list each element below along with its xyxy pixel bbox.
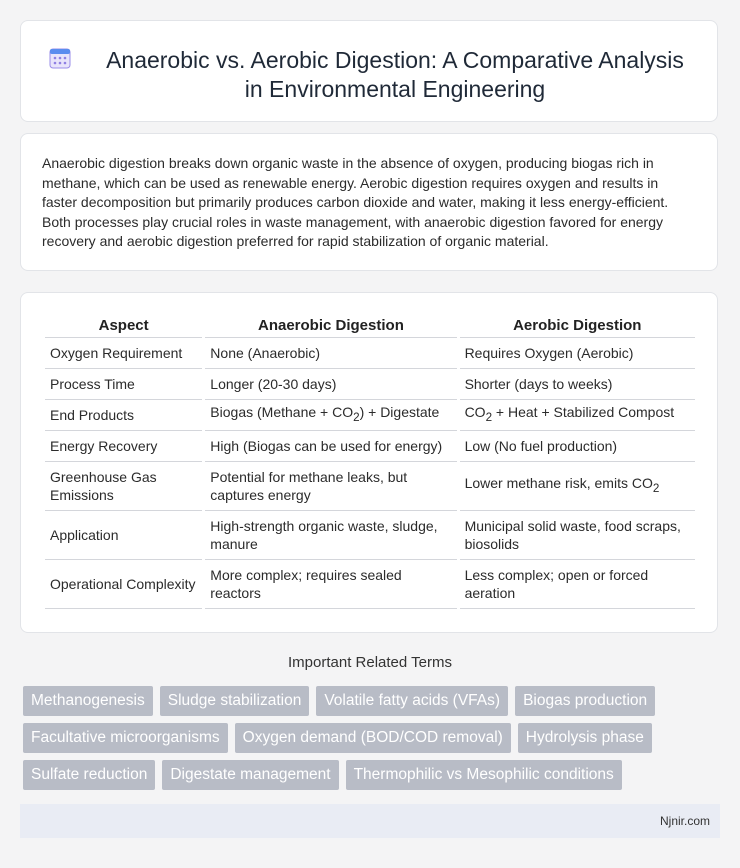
subscript: 2 bbox=[353, 410, 360, 424]
related-terms-title: Important Related Terms bbox=[288, 654, 452, 671]
text: + Heat + Stabilized Compost bbox=[492, 404, 675, 421]
tag-digestate-management[interactable]: Digestate management bbox=[162, 760, 338, 790]
footer bbox=[20, 804, 720, 838]
intro-paragraph: Anaerobic digestion breaks down organic waste in the absence of oxygen, producing biogas rich in methane, which can be used as renewable energy. Aerobic digestion requires oxygen and results in faster decomposition but primarily produces carbon dioxide and water, making it less energy-efficient. Both processes play crucial roles in waste management, with anaerobic digestion favored for energy recovery and aerobic digestion preferred for rapid stabilization of organic material. bbox=[42, 155, 669, 250]
header-aspect: Aspect bbox=[45, 315, 202, 338]
table-row bbox=[45, 560, 695, 609]
intro-card bbox=[20, 133, 718, 271]
text: CO bbox=[464, 404, 486, 421]
related-terms-tags bbox=[23, 686, 723, 797]
tag-methanogenesis[interactable]: Methanogenesis bbox=[23, 686, 153, 716]
header-anaerobic: Anaerobic Digestion bbox=[205, 315, 456, 338]
cell-aerobic: Low (No fuel production) bbox=[460, 431, 695, 462]
table-row bbox=[45, 511, 695, 560]
footer-site-link[interactable]: Njnir.com bbox=[659, 814, 710, 828]
cell-aerobic: Less complex; open or forced aeration bbox=[460, 560, 695, 609]
tag-oxygen-demand[interactable]: Oxygen demand (BOD/COD removal) bbox=[235, 723, 511, 753]
tag-sludge-stabilization[interactable]: Sludge stabilization bbox=[160, 686, 310, 716]
tag-row bbox=[23, 760, 723, 790]
tag-row bbox=[23, 723, 723, 753]
cell-anaerobic: More complex; requires sealed reactors bbox=[205, 560, 456, 609]
tag-volatile-fatty-acids[interactable]: Volatile fatty acids (VFAs) bbox=[316, 686, 508, 716]
tag-thermophilic-vs-mesophilic[interactable]: Thermophilic vs Mesophilic conditions bbox=[346, 760, 622, 790]
title-line-1: Anaerobic vs. Aerobic Digestion: A Comparative Analysis bbox=[106, 47, 684, 73]
cell-aerobic: Municipal solid waste, food scraps, biosolids bbox=[460, 511, 695, 560]
cell-anaerobic: Potential for methane leaks, but captures energy bbox=[205, 462, 456, 511]
cell-aspect: End Products bbox=[45, 400, 202, 431]
cell-aspect: Process Time bbox=[45, 369, 202, 400]
cell-anaerobic: High (Biogas can be used for energy) bbox=[205, 431, 456, 462]
table-row bbox=[45, 431, 695, 462]
comparison-card bbox=[20, 292, 718, 633]
subscript: 2 bbox=[652, 481, 660, 495]
cell-anaerobic: Longer (20-30 days) bbox=[205, 369, 456, 400]
tag-row bbox=[23, 686, 723, 716]
page-title bbox=[93, 46, 697, 104]
table-header-row bbox=[45, 315, 695, 338]
table-row bbox=[45, 462, 695, 511]
tag-biogas-production[interactable]: Biogas production bbox=[515, 686, 655, 716]
cell-anaerobic: High-strength organic waste, sludge, manure bbox=[205, 511, 456, 560]
table-row bbox=[45, 400, 695, 431]
tag-sulfate-reduction[interactable]: Sulfate reduction bbox=[23, 760, 155, 790]
comparison-table bbox=[42, 315, 698, 609]
tag-hydrolysis-phase[interactable]: Hydrolysis phase bbox=[518, 723, 652, 753]
table-row bbox=[45, 338, 695, 369]
subscript: 2 bbox=[485, 410, 493, 424]
cell-aspect: Energy Recovery bbox=[45, 431, 202, 462]
calendar-icon bbox=[49, 47, 71, 69]
cell-aspect: Greenhouse Gas Emissions bbox=[45, 462, 202, 511]
tag-facultative-microorganisms[interactable]: Facultative microorganisms bbox=[23, 723, 228, 753]
title-card bbox=[20, 20, 718, 122]
cell-anaerobic: None (Anaerobic) bbox=[205, 338, 456, 369]
cell-aerobic: Requires Oxygen (Aerobic) bbox=[460, 338, 695, 369]
title-line-2: in Environmental Engineering bbox=[244, 76, 546, 102]
cell-aerobic bbox=[460, 400, 695, 431]
text: Lower methane risk, emits CO bbox=[464, 475, 653, 492]
cell-aspect: Oxygen Requirement bbox=[45, 338, 202, 369]
cell-aerobic: Shorter (days to weeks) bbox=[460, 369, 695, 400]
cell-aspect: Operational Complexity bbox=[45, 560, 202, 609]
text: ) + Digestate bbox=[359, 404, 440, 421]
header-aerobic: Aerobic Digestion bbox=[460, 315, 695, 338]
cell-anaerobic bbox=[205, 400, 456, 431]
table-row bbox=[45, 369, 695, 400]
cell-aerobic bbox=[460, 462, 695, 511]
text: Biogas (Methane + CO bbox=[210, 404, 354, 421]
cell-aspect: Application bbox=[45, 511, 202, 560]
